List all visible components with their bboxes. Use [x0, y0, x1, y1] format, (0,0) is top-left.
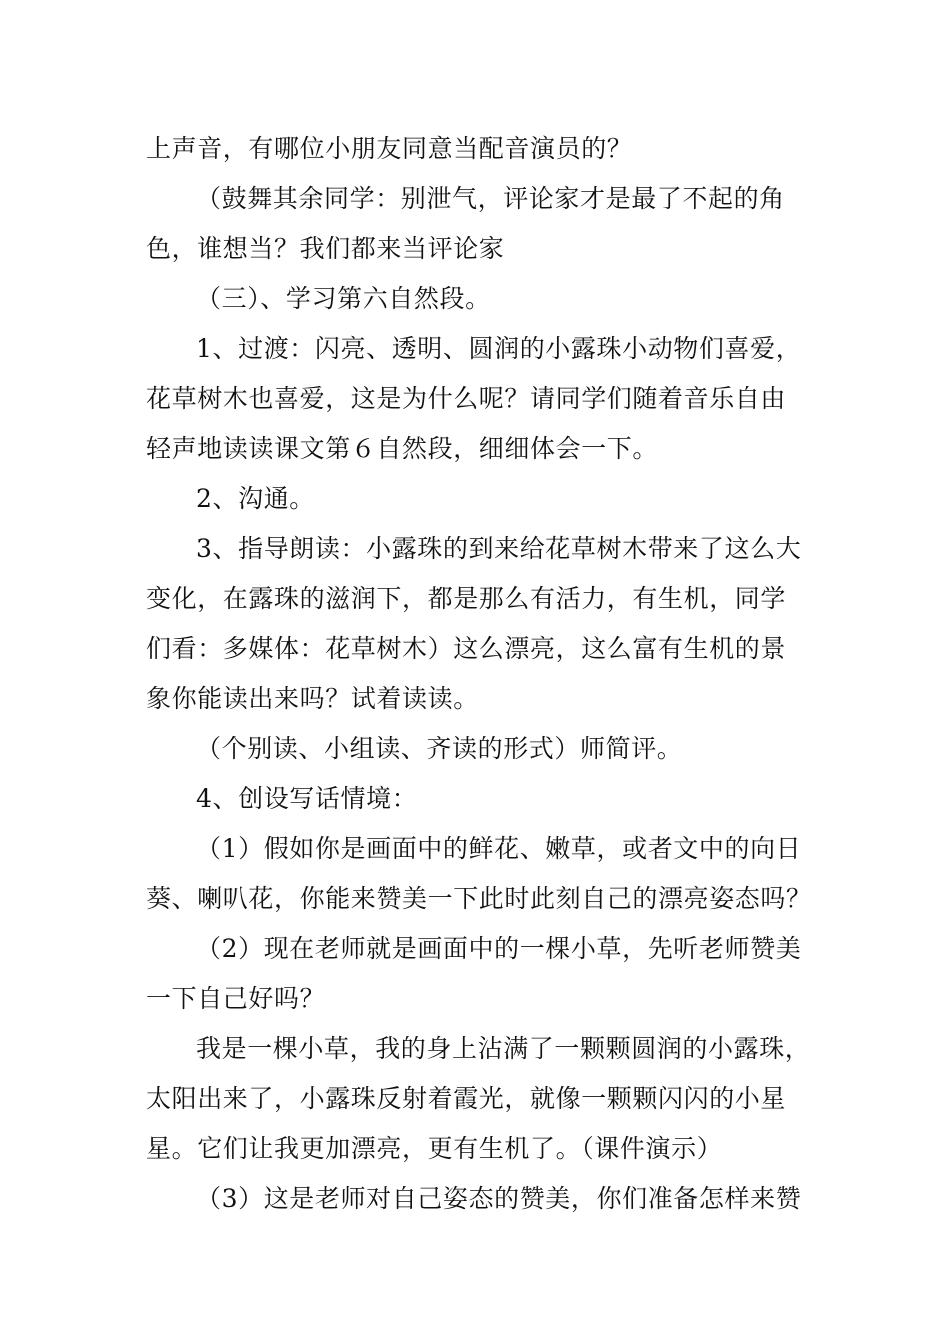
text-line-20: 太阳出来了，小露珠反射着霞光，就像一颗颗闪闪的小星: [146, 1084, 787, 1113]
text-line-13: （个别读、小组读、齐读的形式）师简评。: [196, 734, 683, 763]
text-line-10: 变化，在露珠的滋润下，都是那么有活力，有生机，同学: [146, 584, 787, 613]
text-line-2: （鼓舞其余同学：别泄气，评论家才是最了不起的角: [196, 184, 785, 213]
text-line-19: 我是一棵小草，我的身上沾满了一颗颗圆润的小露珠，: [196, 1034, 811, 1063]
text-line-11: 们看：多媒体：花草树木）这么漂亮，这么富有生机的景: [146, 634, 787, 663]
text-line-8: 2、沟通。: [196, 484, 315, 513]
text-line-21: 星。它们让我更加漂亮，更有生机了。（课件演示）: [146, 1134, 723, 1163]
text-line-17: （2）现在老师就是画面中的一棵小草，先听老师赞美: [196, 934, 802, 963]
text-line-3: 色，谁想当？我们都来当评论家: [146, 234, 505, 263]
text-line-18: 一下自己好吗？: [146, 984, 326, 1013]
text-line-12: 象你能读出来吗？试着读读。: [146, 684, 479, 713]
text-line-7: 轻声地读读课文第６自然段，细细体会一下。: [146, 434, 659, 463]
section-heading: （三）、学习第六自然段。: [196, 284, 491, 313]
text-line-15: （1）假如你是画面中的鲜花、嫩草，或者文中的向日: [196, 834, 802, 863]
text-line-9: 3、指导朗读：小露珠的到来给花草树木带来了这么大: [196, 534, 802, 563]
text-line-14: 4、创设写话情境：: [196, 784, 418, 813]
text-line-1: 上声音，有哪位小朋友同意当配音演员的？: [146, 134, 633, 163]
text-line-6: 花草树木也喜爱，这是为什么呢？请同学们随着音乐自由: [146, 384, 787, 413]
text-line-16: 葵、喇叭花，你能来赞美一下此时此刻自己的漂亮姿态吗？: [146, 884, 812, 913]
text-line-5: 1、过渡：闪亮、透明、圆润的小露珠小动物们喜爱，: [196, 334, 802, 363]
text-line-22: （3）这是老师对自己姿态的赞美，你们准备怎样来赞: [196, 1184, 802, 1213]
